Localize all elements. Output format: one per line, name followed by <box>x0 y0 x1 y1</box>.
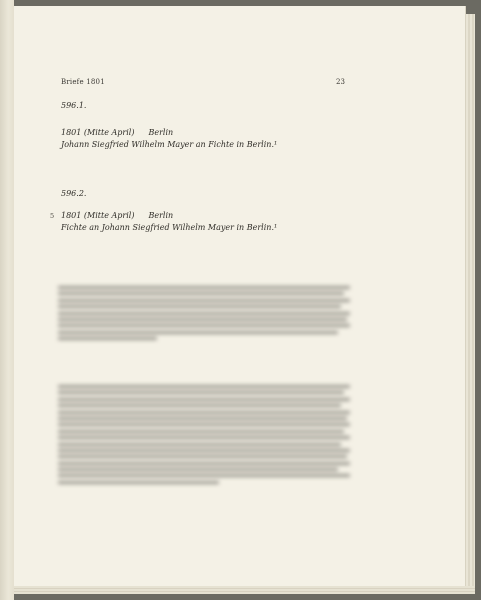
entry-description: Fichte an Johann Siegfried Wilhelm Mayer in Berlin.¹ <box>61 223 278 232</box>
entry-date: 1801 (Mitte April) <box>61 211 135 220</box>
entry-dateline <box>61 128 173 137</box>
entry-number: 596.1. <box>61 101 87 110</box>
entry-place: Berlin <box>148 211 174 220</box>
page-bottom-edge <box>14 586 475 594</box>
entry-dateline <box>61 211 173 220</box>
line-marker: 5 <box>50 212 55 220</box>
obscured-footnote-block <box>58 385 350 487</box>
running-head: Briefe 1801 <box>61 78 105 86</box>
book-spine <box>0 0 14 600</box>
page-edge <box>466 14 475 588</box>
entry-number: 596.2. <box>61 189 87 198</box>
obscured-footnote-block <box>58 286 350 344</box>
entry-description: Johann Siegfried Wilhelm Mayer an Fichte in Berlin.¹ <box>61 140 278 149</box>
entry-place: Berlin <box>148 128 174 137</box>
page-number: 23 <box>336 78 345 86</box>
entry-date: 1801 (Mitte April) <box>61 128 135 137</box>
